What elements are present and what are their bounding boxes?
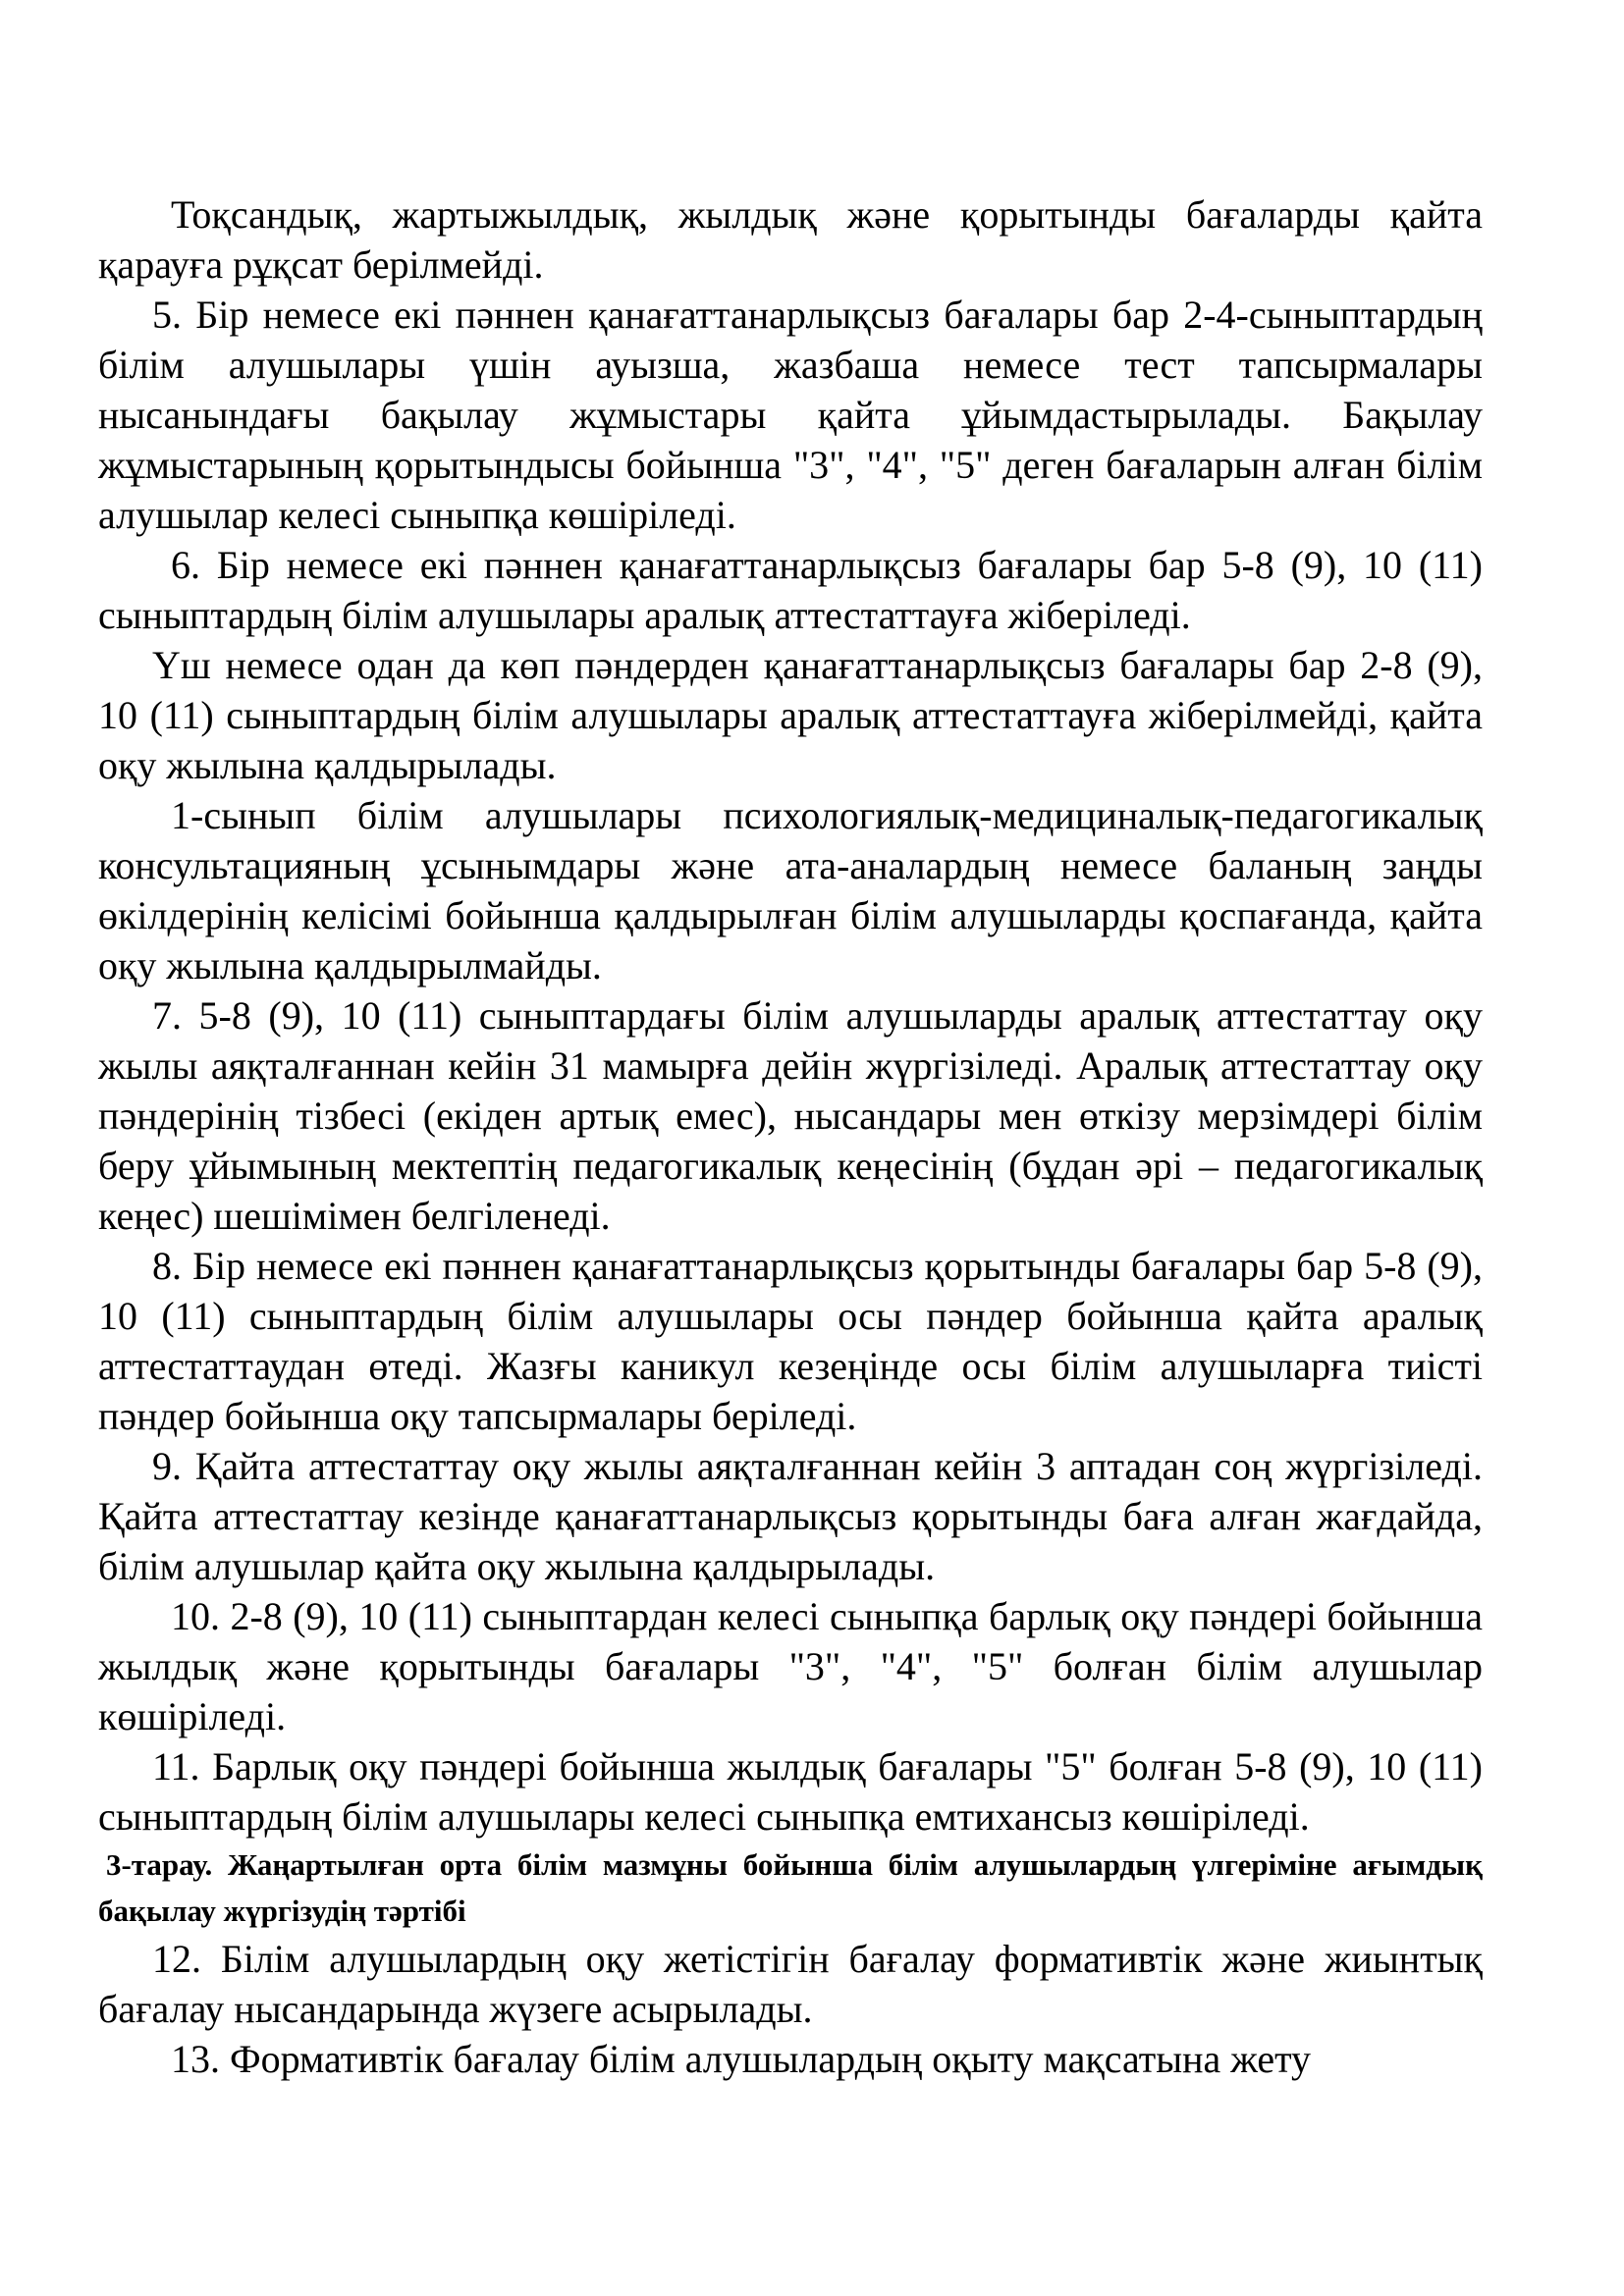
paragraph-item-6: 6. Бір немесе екі пәннен қанағаттанарлықсыз бағалары бар 5-8 (9), 10 (11) сыныптардың білім алушылары аралық аттестаттауға жіберіледі. [98, 543, 1483, 637]
paragraph-intro: Тоқсандық, жартыжылдық, жылдық және қорытынды бағаларды қайта қарауға рұқсат берілмейді. [98, 192, 1483, 287]
paragraph-item-11: 11. Барлық оқу пәндері бойынша жылдық бағалары "5" болған 5-8 (9), 10 (11) сыныптардың білім алушылары келесі сыныпқа емтихансыз көшіріледі. [98, 1744, 1483, 1839]
paragraph-item-10: 10. 2-8 (9), 10 (11) сыныптардан келесі сыныпқа барлық оқу пәндері бойынша жылдық және қорытынды бағалары "3", "4", "5" болған білім алушылар көшіріледі. [98, 1594, 1483, 1738]
paragraph-first-grade: 1-сынып білім алушылары психологиялық-медициналық-педагогикалық консультацияның ұсынымдары және ата-аналардың немесе баланың заңды өкілдерінің келісімі бойынша қалдырылған білім алушыларды қоспағанда, қайта оқу жылына қалдырылмайды. [98, 793, 1483, 988]
paragraph-item-5: 5. Бір немесе екі пәннен қанағаттанарлықсыз бағалары бар 2-4-сыныптардың білім алушылары үшін ауызша, жазбаша немесе тест тапсырмалары нысанындағы бақылау жұмыстары қайта ұйымдастырылады. Бақылау жұмыстарының қорытындысы бойынша "3", "4", "5" деген бағаларын алған білім алушылар келесі сыныпқа көшіріледі. [98, 293, 1483, 537]
chapter-3-heading: 3-тарау. Жаңартылған орта білім мазмұны бойынша білім алушылардың үлгеріміне ағымдық бақылау жүргізудің тәртібі [98, 1847, 1483, 1928]
paragraph-item-8: 8. Бір немесе екі пәннен қанағаттанарлықсыз қорытынды бағалары бар 5-8 (9), 10 (11) сыныптардың білім алушылары осы пәндер бойынша қайта аралық аттестаттаудан өтеді. Жазғы каникул кезеңінде осы білім алушыларға тиісті пәндер бойынша оқу тапсырмалары беріледі. [98, 1244, 1483, 1438]
paragraph-item-7: 7. 5-8 (9), 10 (11) сыныптардағы білім алушыларды аралық аттестаттау оқу жылы аяқталғаннан кейін 31 мамырға дейін жүргізіледі. Аралық аттестаттау оқу пәндерінің тізбесі (екіден артық емес), нысандары мен өткізу мерзімдері білім беру ұйымының мектептің педагогикалық кеңесінің (бұдан әрі – педагогикалық кеңес) шешімімен белгіленеді. [98, 993, 1483, 1238]
paragraph-item-12: 12. Білім алушылардың оқу жетістігін бағалау формативтік және жиынтық бағалау нысандарында жүзеге асырылады. [98, 1937, 1483, 2031]
paragraph-item-13: 13. Формативтік бағалау білім алушылардың оқыту мақсатына жету [171, 2037, 1312, 2081]
paragraph-item-9: 9. Қайта аттестаттау оқу жылы аяқталғаннан кейін 3 аптадан соң жүргізіледі. Қайта аттестаттау кезінде қанағаттанарлықсыз қорытынды баға алған жағдайда, білім алушылар қайта оқу жылына қалдырылады. [98, 1444, 1483, 1588]
document-text-block [98, 189, 1483, 2084]
paragraph-three-or-more: Үш немесе одан да көп пәндерден қанағаттанарлықсыз бағалары бар 2-8 (9), 10 (11) сыныптардың білім алушылары аралық аттестаттауға жіберілмейді, қайта оқу жылына қалдырылады. [98, 643, 1483, 787]
